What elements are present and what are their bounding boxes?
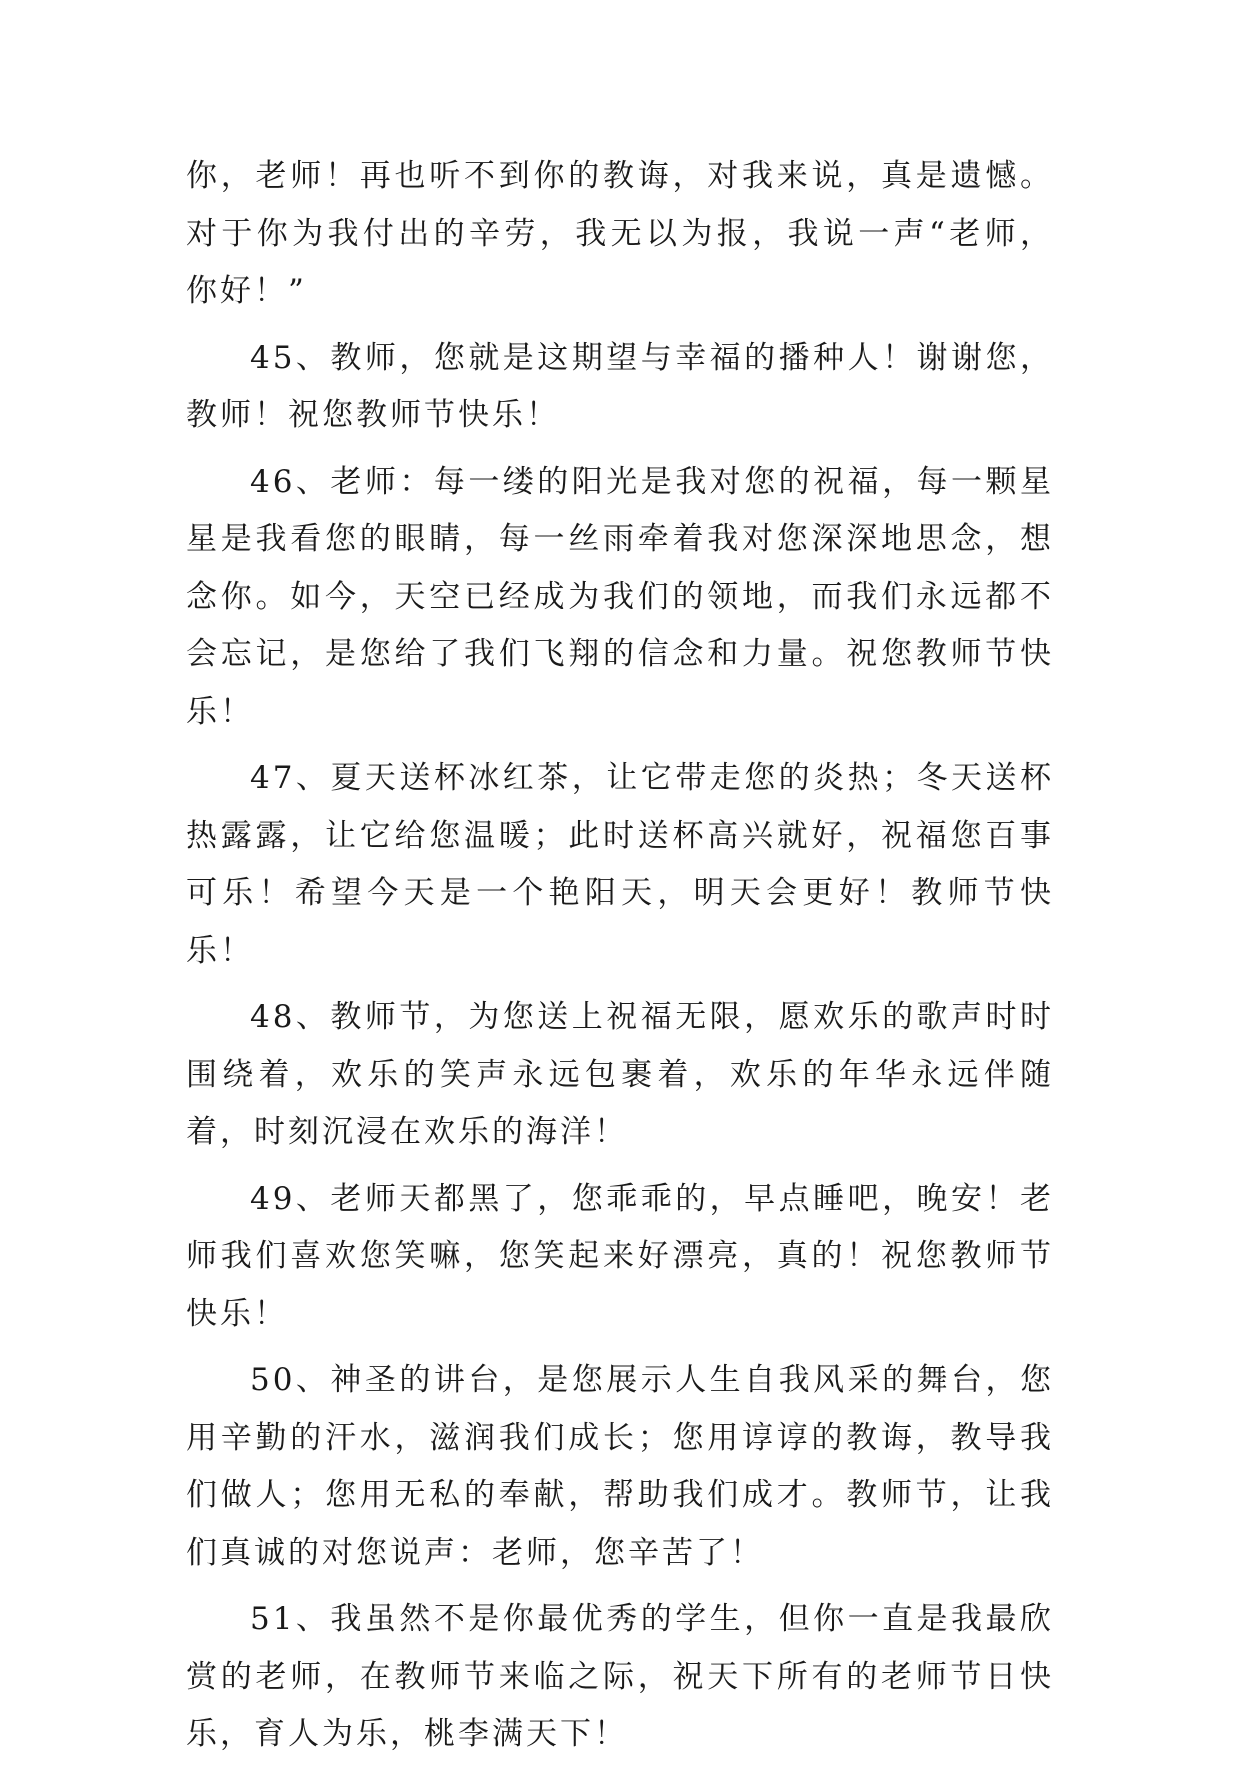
paragraph-48: 48、教师节，为您送上祝福无限，愿欢乐的歌声时时围绕着，欢乐的笑声永远包裹着，欢乐的年华永远伴随着，时刻沉浸在欢乐的海洋！ bbox=[186, 999, 1054, 1150]
paragraph-51: 51、我虽然不是你最优秀的学生，但你一直是我最欣赏的老师，在教师节来临之际，祝天下所有的老师节日快乐，育人为乐，桃李满天下！ bbox=[186, 1601, 1054, 1752]
paragraph-49: 49、老师天都黑了，您乖乖的，早点睡吧，晚安！老师我们喜欢您笑嘛，您笑起来好漂亮，真的！祝您教师节快乐！ bbox=[186, 1180, 1054, 1332]
paragraph-45: 45、教师，您就是这期望与幸福的播种人！谢谢您，教师！祝您教师节快乐！ bbox=[186, 339, 1054, 433]
paragraph-continued: 你，老师！再也听不到你的教诲，对我来说，真是遗憾。对于你为我付出的辛劳，我无以为报，我说一声“老师，你好！” bbox=[186, 158, 1054, 309]
document-body bbox=[186, 148, 1054, 1773]
paragraph-50: 50、神圣的讲台，是您展示人生自我风采的舞台，您用辛勤的汗水，滋润我们成长；您用谆谆的教诲，教导我们做人；您用无私的奉献，帮助我们成才。教师节，让我们真诚的对您说声：老师，您辛苦了！ bbox=[186, 1362, 1054, 1571]
paragraph-47: 47、夏天送杯冰红茶，让它带走您的炎热；冬天送杯热露露，让它给您温暖；此时送杯高兴就好，祝福您百事可乐！希望今天是一个艳阳天，明天会更好！教师节快乐！ bbox=[186, 760, 1054, 969]
paragraph-46: 46、老师：每一缕的阳光是我对您的祝福，每一颗星星是我看您的眼睛，每一丝雨牵着我对您深深地思念，想念你。如今，天空已经成为我们的领地，而我们永远都不会忘记，是您给了我们飞翔的信念和力量。祝您教师节快乐！ bbox=[186, 463, 1054, 730]
